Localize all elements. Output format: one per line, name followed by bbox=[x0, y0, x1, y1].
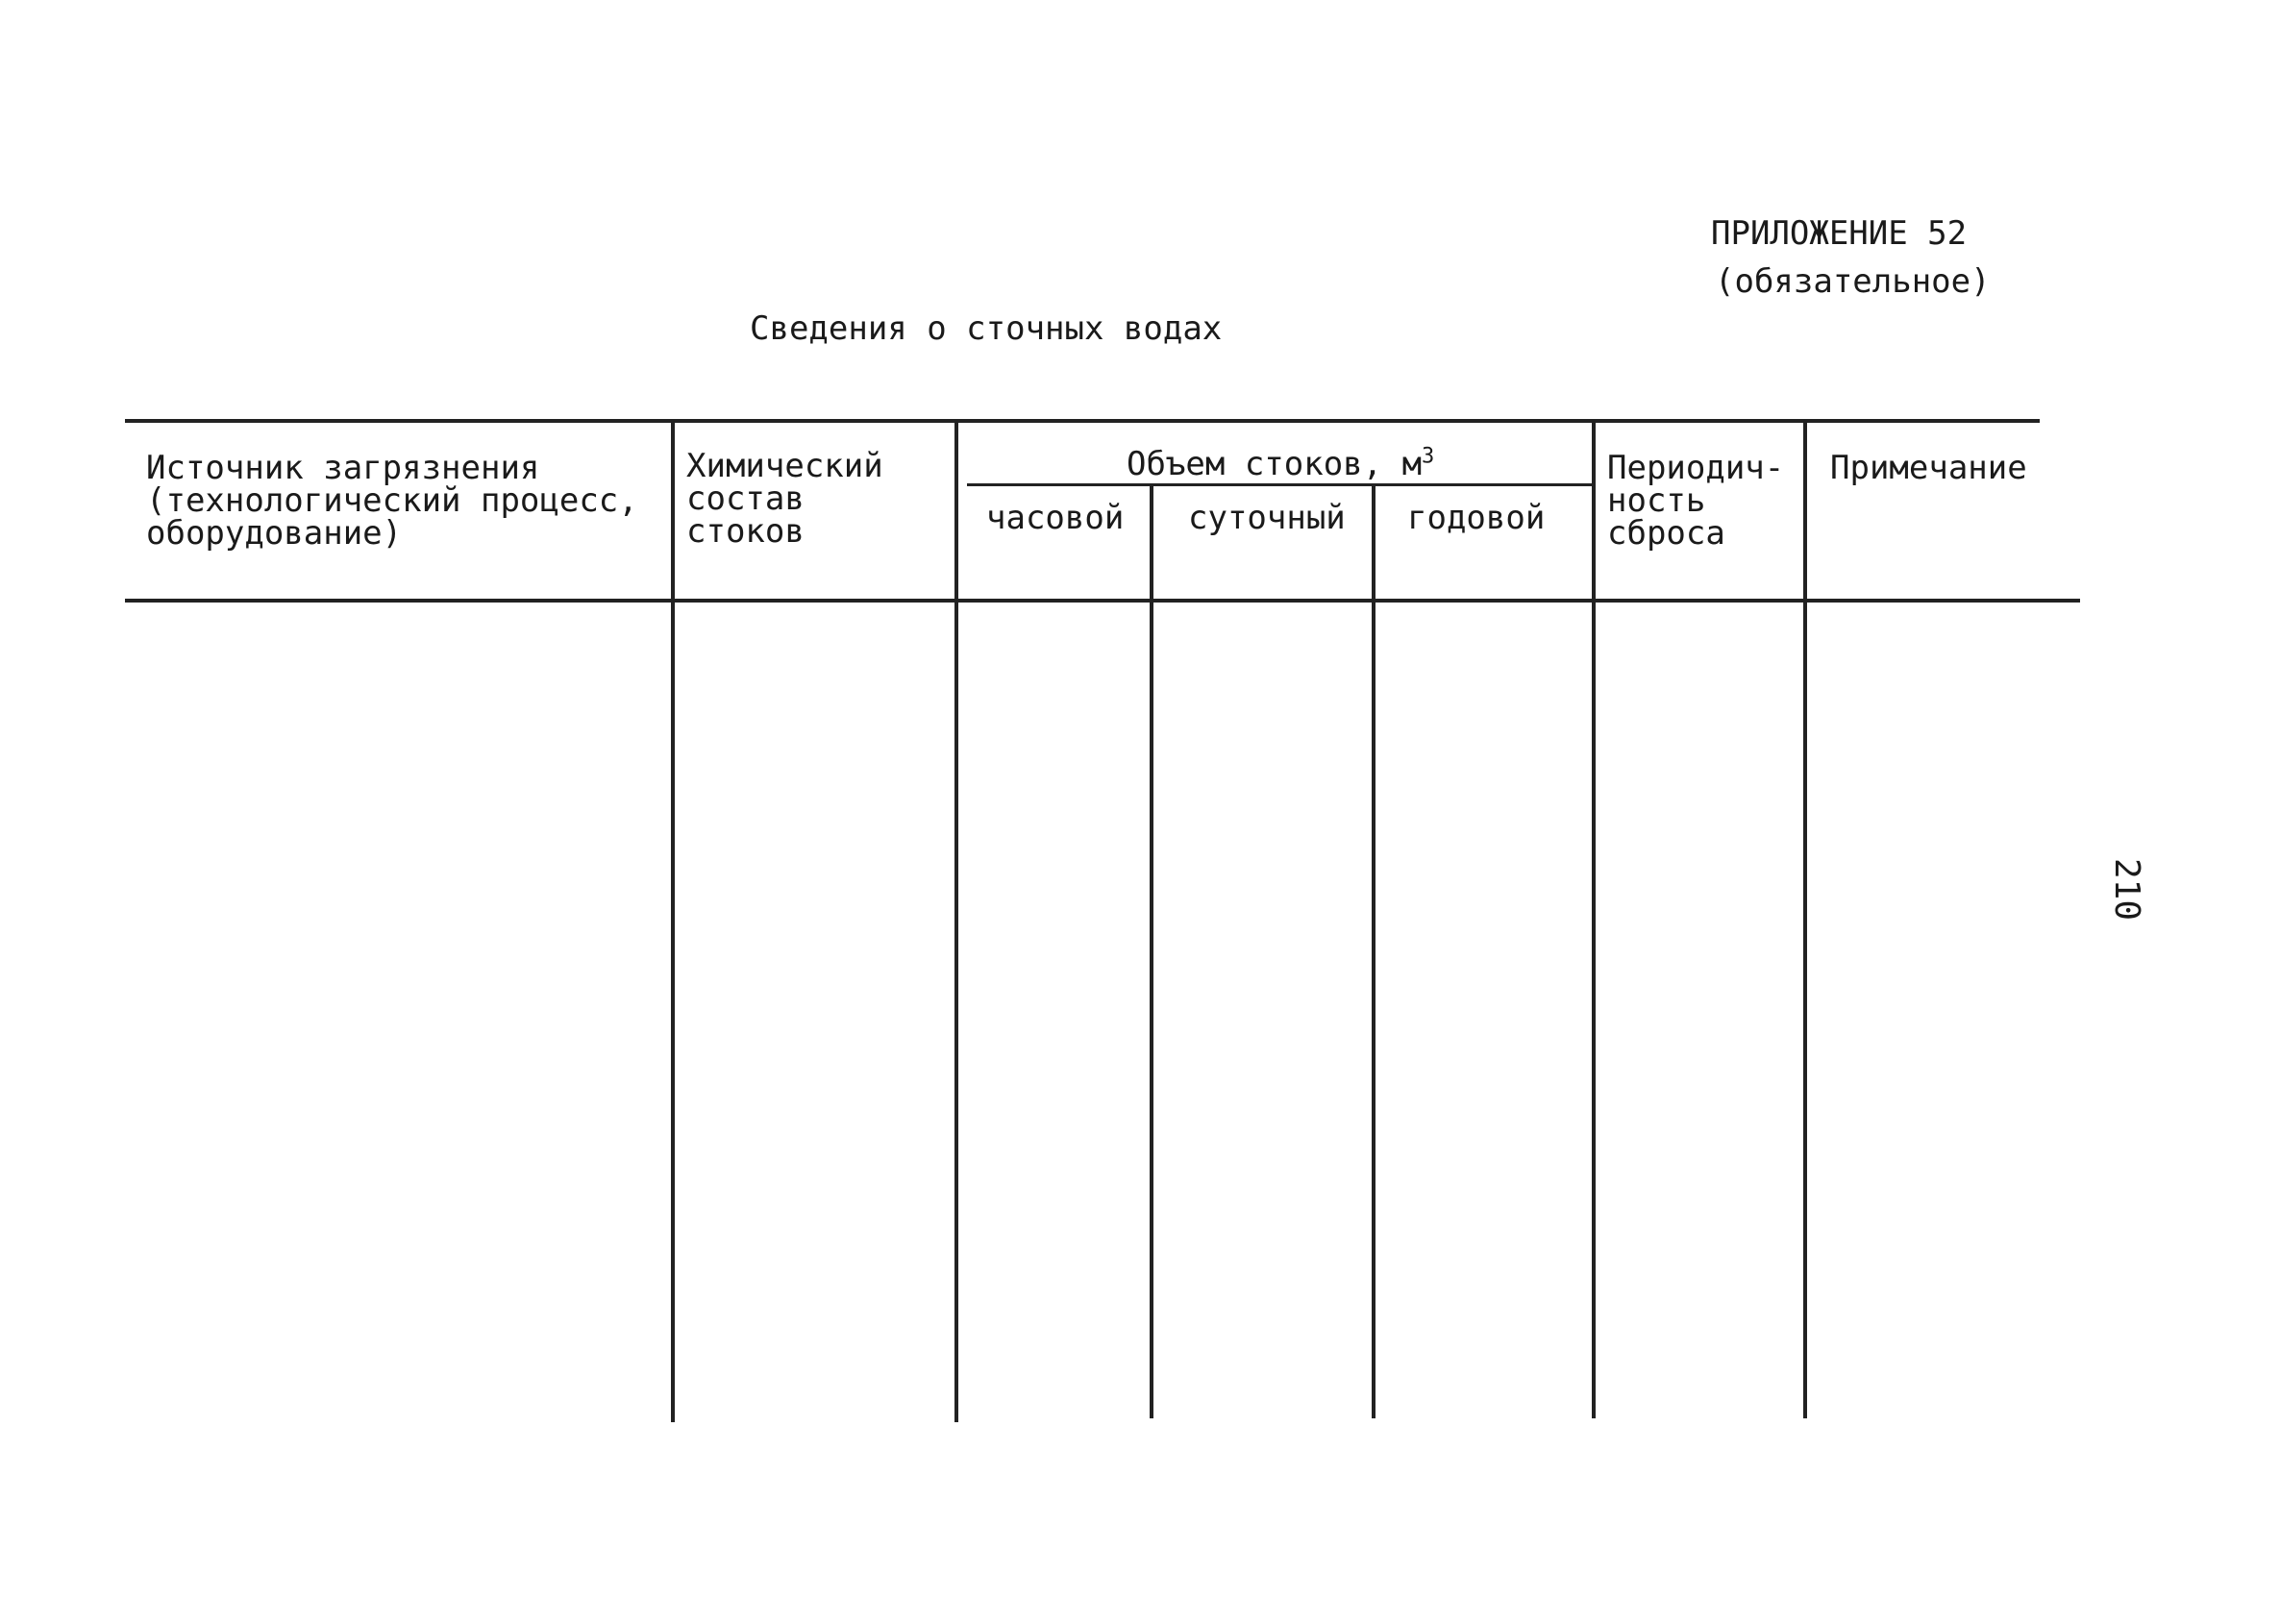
header-bottom-rule bbox=[125, 599, 2080, 603]
column-divider-4 bbox=[1372, 486, 1375, 1418]
header-volume-annual: годовой bbox=[1407, 499, 1546, 537]
annex-status: (обязательное) bbox=[1715, 262, 1991, 301]
column-divider-1 bbox=[671, 423, 675, 1422]
column-divider-2 bbox=[954, 423, 958, 1422]
header-chemical-line2: состав bbox=[686, 480, 805, 518]
header-chemical-line3: стоков bbox=[686, 512, 805, 551]
header-source-line3: оборудование) bbox=[146, 514, 403, 553]
column-divider-5 bbox=[1592, 419, 1596, 1418]
column-divider-6 bbox=[1803, 423, 1807, 1418]
header-note: Примечание bbox=[1830, 449, 2027, 487]
page-number: 210 bbox=[2107, 857, 2147, 922]
header-volume-daily: суточный bbox=[1188, 499, 1346, 537]
header-source-line2: (технологический процесс, bbox=[146, 481, 638, 520]
table-top-rule bbox=[125, 419, 2040, 423]
document-title: Сведения о сточных водах bbox=[750, 309, 1223, 348]
header-periodicity-line1: Периодич- bbox=[1607, 449, 1785, 487]
volume-unit-power: 3 bbox=[1422, 444, 1435, 469]
header-volume-hourly: часовой bbox=[986, 499, 1125, 537]
volume-group-label: Объем стоков, м bbox=[1127, 445, 1423, 483]
header-volume-group bbox=[1127, 444, 1435, 483]
annex-label: ПРИЛОЖЕНИЕ 52 bbox=[1711, 214, 1968, 253]
header-chemical-line1: Химический bbox=[686, 447, 883, 485]
column-divider-3 bbox=[1150, 486, 1153, 1418]
volume-group-rule bbox=[967, 483, 1596, 486]
annex-header bbox=[1711, 209, 1991, 306]
header-periodicity-line3: сброса bbox=[1607, 514, 1725, 553]
header-periodicity-line2: ность bbox=[1607, 481, 1706, 520]
header-source-line1: Источник загрязнения bbox=[146, 449, 540, 487]
